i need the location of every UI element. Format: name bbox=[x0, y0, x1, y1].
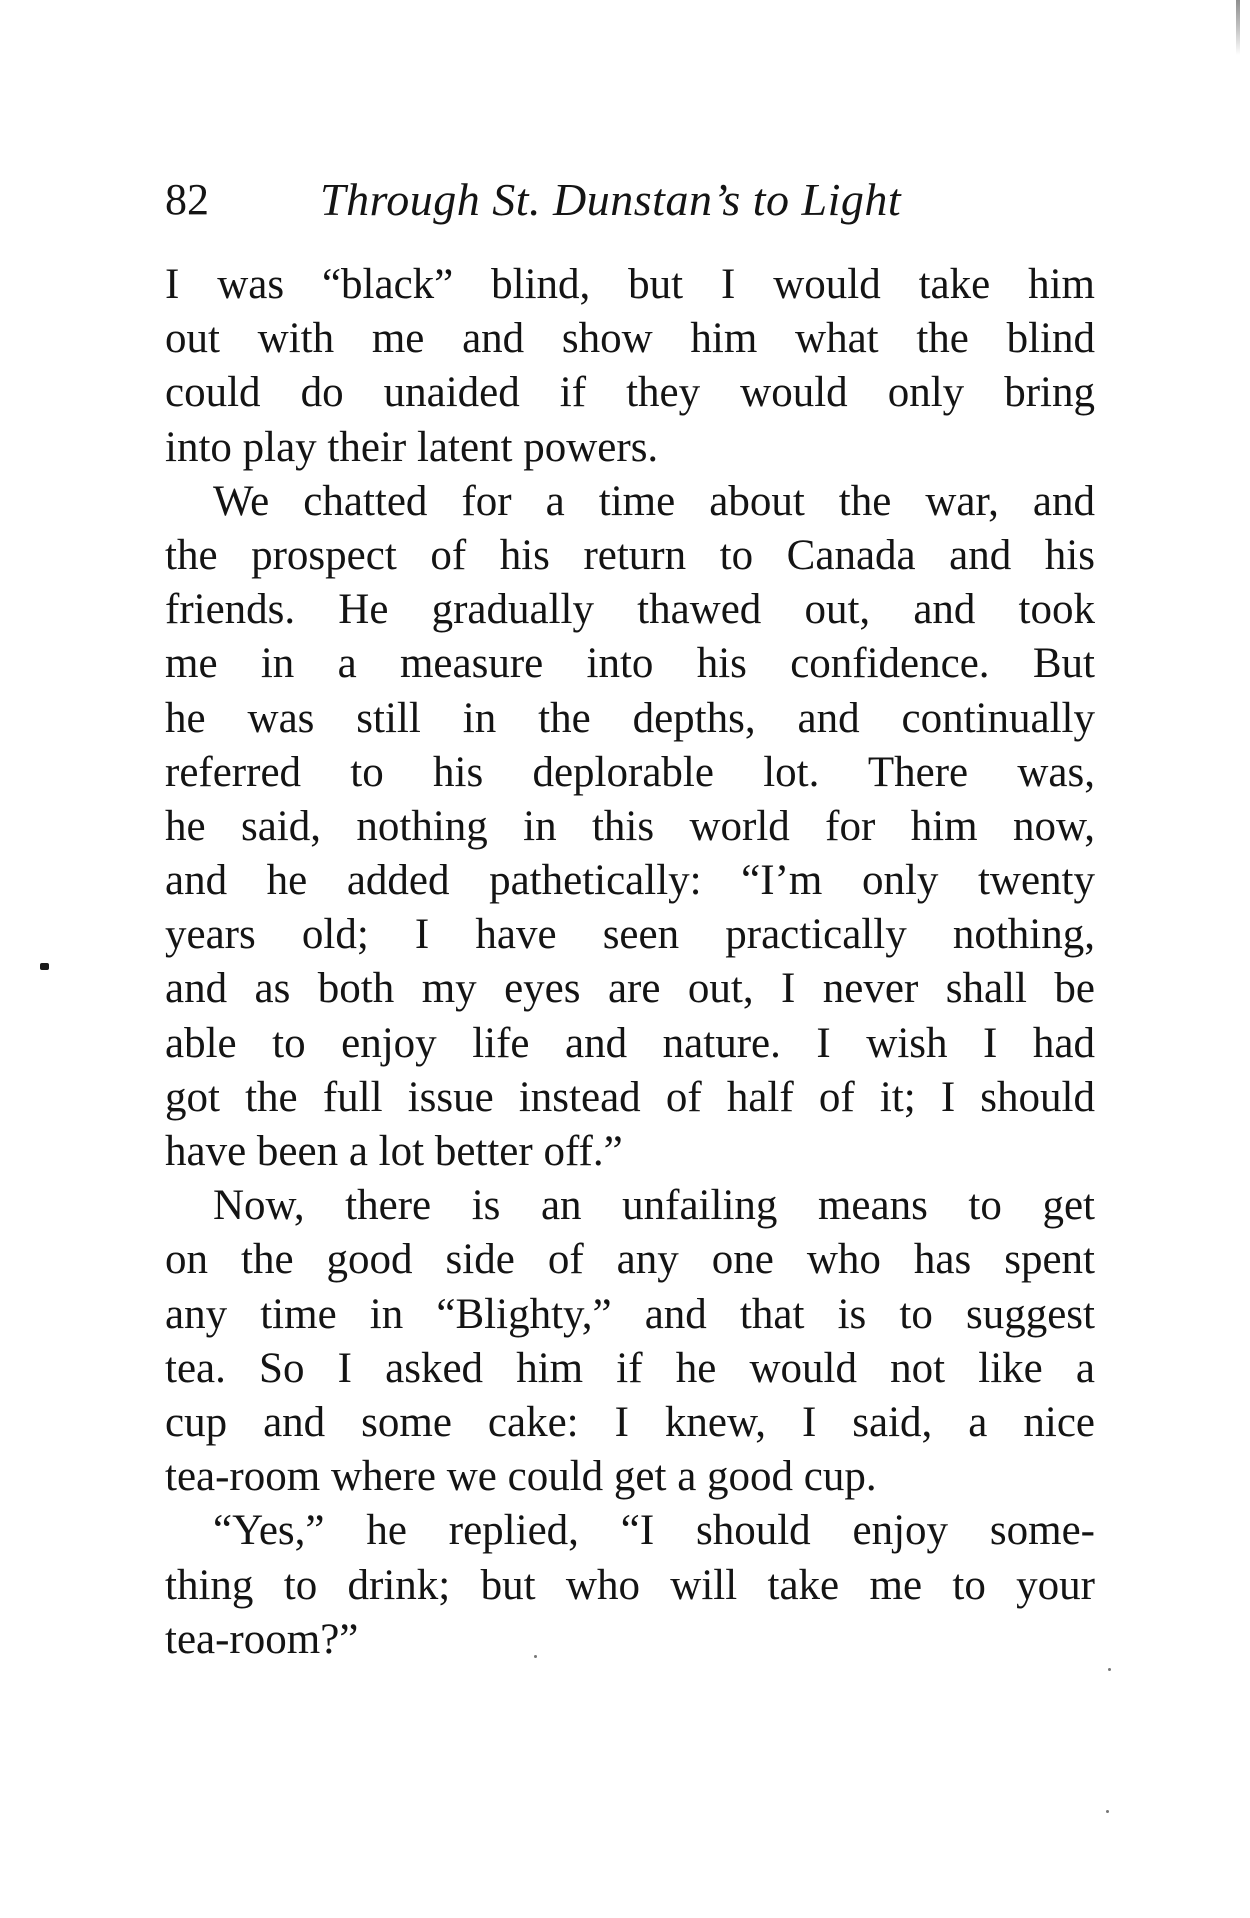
text-line: have been a lot better off.” bbox=[165, 1128, 623, 1175]
text-line: and as both my eyes are out, I never shall be bbox=[165, 965, 1095, 1013]
paragraph bbox=[165, 475, 1095, 1179]
text-line: could do unaided if they would only bring bbox=[165, 369, 1095, 417]
text-line: We chatted for a time about the war, and bbox=[213, 477, 1095, 525]
text-line: “Yes,” he replied, “I should enjoy some- bbox=[213, 1507, 1095, 1555]
text-line: thing to drink; but who will take me to your bbox=[165, 1561, 1095, 1609]
text-line: referred to his deplorable lot. There was, bbox=[165, 748, 1095, 796]
text-line: able to enjoy life and nature. I wish I had bbox=[165, 1019, 1095, 1067]
text-line: he was still in the depths, and continually bbox=[165, 694, 1095, 742]
margin-ink-mark bbox=[40, 963, 49, 970]
text-line: out with me and show him what the blind bbox=[165, 315, 1095, 363]
page-edge-mark bbox=[1236, 0, 1240, 55]
paragraph bbox=[165, 1179, 1095, 1504]
scan-speck bbox=[534, 1655, 537, 1658]
text-line: tea-room where we could get a good cup. bbox=[165, 1453, 877, 1501]
text-line: cup and some cake: I knew, I said, a nice bbox=[165, 1398, 1095, 1446]
scan-speck bbox=[1106, 1810, 1109, 1813]
paragraph bbox=[165, 1504, 1095, 1667]
scan-speck bbox=[1108, 1668, 1111, 1671]
text-line: tea. So I asked him if he would not like a bbox=[165, 1344, 1095, 1392]
text-line: any time in “Blighty,” and that is to suggest bbox=[165, 1290, 1095, 1338]
text-line: Now, there is an unfailing means to get bbox=[213, 1182, 1095, 1230]
paragraph bbox=[165, 258, 1095, 475]
text-line: he said, nothing in this world for him now, bbox=[165, 802, 1095, 850]
text-line: and he added pathetically: “I’m only twenty bbox=[165, 857, 1095, 905]
running-title: Through St. Dunstan’s to Light bbox=[320, 174, 902, 225]
text-line: on the good side of any one who has spent bbox=[165, 1236, 1095, 1284]
text-line: friends. He gradually thawed out, and took bbox=[165, 586, 1095, 634]
text-line: into play their latent powers. bbox=[165, 423, 659, 471]
text-line: I was “black” blind, but I would take him bbox=[165, 261, 1095, 308]
page-header bbox=[165, 165, 1095, 235]
page-number: 82 bbox=[165, 175, 209, 224]
text-line: the prospect of his return to Canada and his bbox=[165, 531, 1095, 579]
text-line: me in a measure into his confidence. But bbox=[165, 640, 1095, 688]
body-text bbox=[165, 258, 1095, 1667]
text-line: tea-room?” bbox=[165, 1615, 359, 1663]
text-line: got the full issue instead of half of it; I should bbox=[165, 1073, 1095, 1121]
text-line: years old; I have seen practically nothing, bbox=[165, 911, 1095, 959]
